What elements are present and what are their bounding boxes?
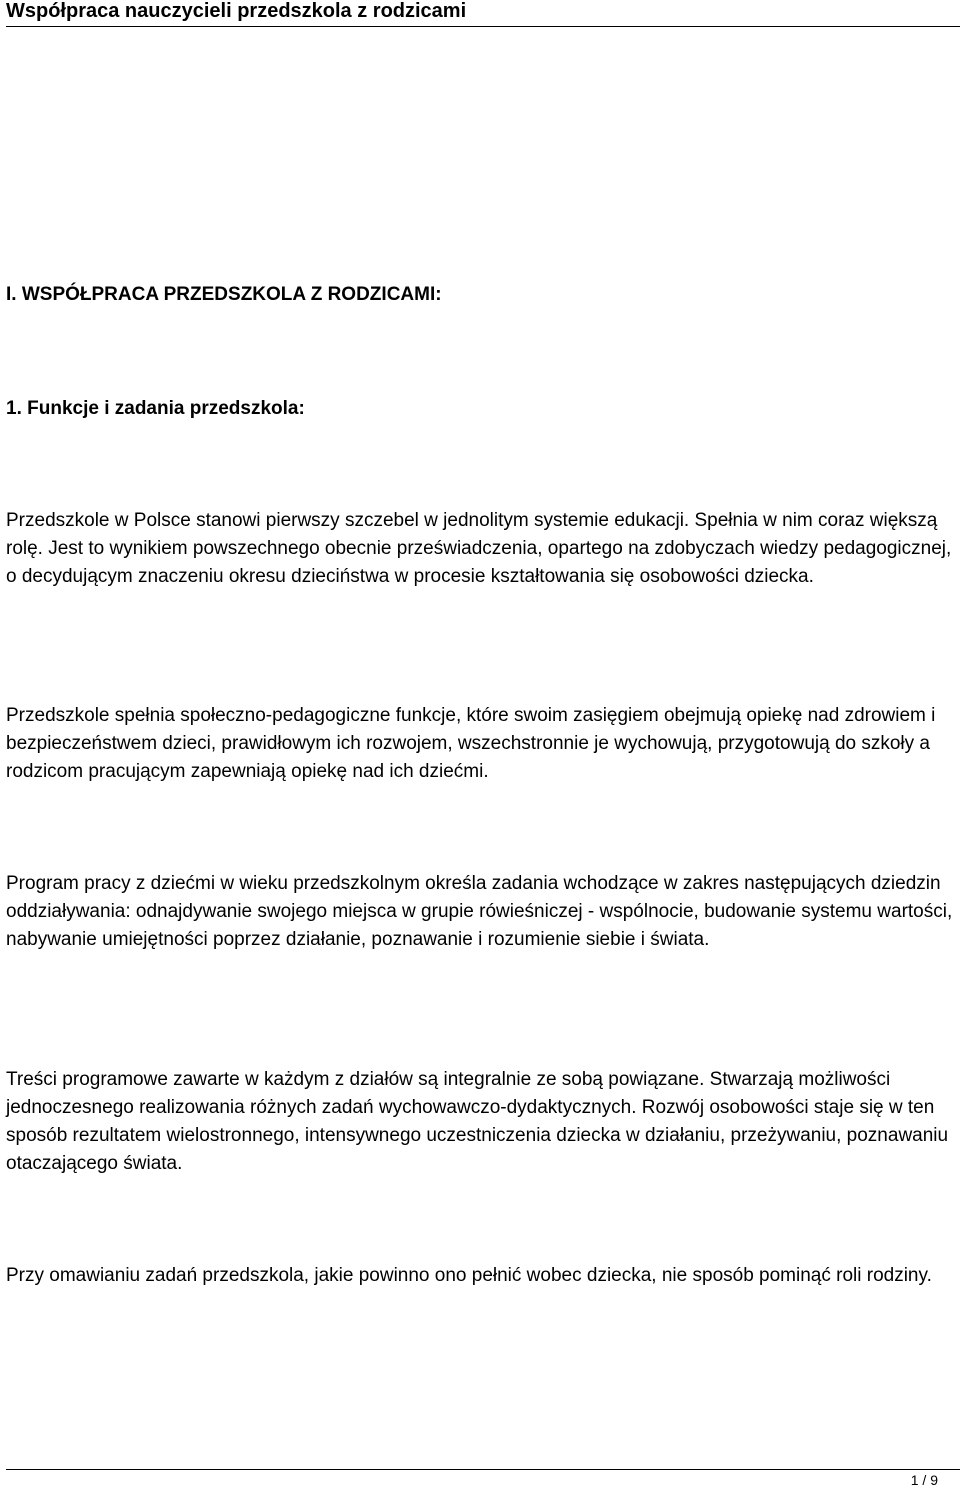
paragraph-1: Przedszkole w Polsce stanowi pierwszy szczebel w jednolitym systemie edukacji. Spełnia w nim coraz większą rolę. Jest to wynikiem powszechnego obecnie przeświadczenia, opartego na zdobyczach wiedzy pedagogicznej, o decydującym znaczeniu okresu dzieciństwa w procesie kształtowania się osobowości dziecka. bbox=[6, 510, 952, 587]
paragraph-3: Program pracy z dziećmi w wieku przedszkolnym określa zadania wchodzące w zakres następujących dziedzin oddziaływania: odnajdywanie swojego miejsca w grupie rówieśniczej - wspólnocie, budowanie systemu wartości, nabywanie umiejętności poprzez działanie, poznawanie i rozumienie siebie i świata. bbox=[6, 873, 953, 950]
document-title: Współpraca nauczycieli przedszkola z rodzicami bbox=[6, 0, 467, 22]
page-footer bbox=[6, 1469, 960, 1488]
paragraph-2: Przedszkole spełnia społeczno-pedagogiczne funkcje, które swoim zasięgiem obejmują opiekę nad zdrowiem i bezpieczeństwem dzieci, prawidłowym ich rozwojem, wszechstronnie je wychowują, przygotowują do szkoły a rodzicom pracującym zapewniają opiekę nad ich dziećmi. bbox=[6, 705, 936, 782]
page-header bbox=[6, 0, 960, 27]
paragraph-4: Treści programowe zawarte w każdym z działów są integralnie ze sobą powiązane. Stwarzają możliwości jednoczesnego realizowania różnych zadań wychowawczo-dydaktycznych. Rozwój osobowości staje się w ten sposób rezultatem wielostronnego, intensywnego uczestniczenia dziecka w działaniu, przeżywaniu, poznawaniu otaczającego świata. bbox=[6, 1069, 949, 1174]
page-number: 1 / 9 bbox=[910, 1472, 938, 1488]
section-subheading: 1. Funkcje i zadania przedszkola: bbox=[6, 398, 305, 419]
paragraph-5: Przy omawianiu zadań przedszkola, jakie powinno ono pełnić wobec dziecka, nie sposób pominąć roli rodziny. bbox=[6, 1265, 932, 1286]
section-heading: I. WSPÓŁPRACA PRZEDSZKOLA Z RODZICAMI: bbox=[6, 284, 442, 305]
